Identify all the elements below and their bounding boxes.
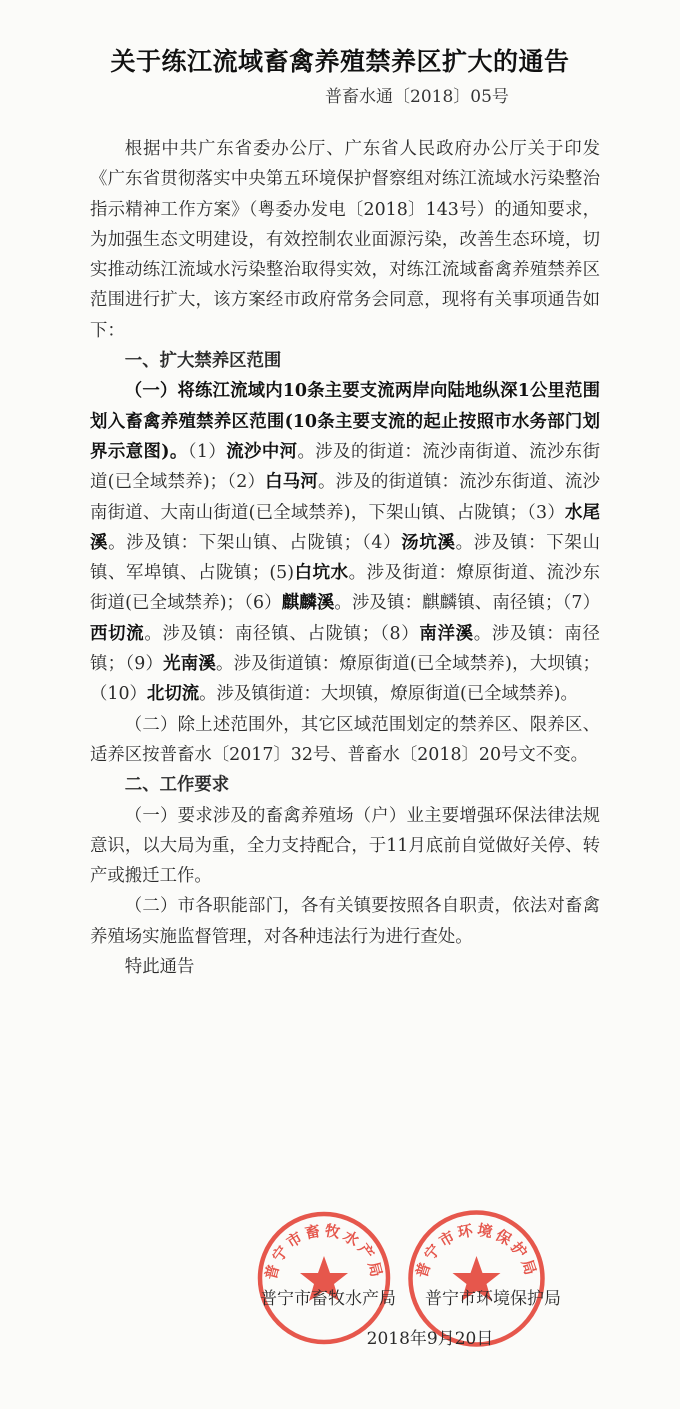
river-name: 白马河 (265, 472, 319, 493)
document-number: 普畜水通〔2018〕05号 (325, 87, 509, 107)
river-towns: 。涉及街道：燎原街道、流沙东街道(已全域禁养)； (90, 563, 600, 614)
river-number: （7） (562, 593, 600, 614)
river-number: （8） (379, 623, 420, 644)
river-towns: 。涉及镇：麒麟镇、南径镇； (334, 593, 563, 614)
closing-text: 特此通告 (124, 957, 195, 978)
river-name: 北切流 (146, 684, 200, 705)
section1-item1 (90, 376, 600, 709)
svg-text:普宁市环境保护局: 普宁市环境保护局 (412, 1220, 541, 1280)
river-towns: 。涉及的街道镇：流沙东街道、流沙南街道、大南山街道(已全域禁养)，下架山镇、占陇镇； (90, 472, 600, 523)
signatory-2: 普宁市环境保护局 (425, 1289, 561, 1309)
river-towns: 。涉及的街道：流沙南街道、流沙东街道(已全域禁养)； (90, 441, 600, 493)
river-towns: 。涉及镇：南径镇； (90, 623, 600, 675)
river-name: 水尾溪 (90, 502, 600, 553)
river-number: （3） (526, 502, 565, 523)
river-towns: 。涉及镇：下架山镇、军埠镇、占陇镇； (90, 532, 600, 584)
river-name: 南洋溪 (419, 623, 474, 644)
river-towns: 。涉及镇：南径镇、占陇镇； (144, 623, 380, 644)
section1-item2: （二）除上述范围外，其它区域范围划定的禁养区、限养区、适养区按普畜水〔2017〕32号、普畜水〔2018〕20号文不变。 (90, 714, 600, 765)
river-number: （6） (243, 593, 282, 614)
river-number: （2） (227, 472, 266, 493)
river-towns: 。涉及镇：下架山镇、占陇镇； (108, 532, 362, 553)
signatory-1: 普宁市畜牧水产局 (260, 1289, 396, 1309)
issue-date: 2018年9月20日 (366, 1329, 494, 1349)
river-number: (5) (269, 563, 295, 584)
section2-item2: （二）市各职能部门，各有关镇要按照各自职责，依法对畜禽养殖场实施监督管理，对各种违法行为进行查处。 (90, 896, 600, 947)
notice-title: 关于练江流域畜禽养殖禁养区扩大的通告 (110, 47, 570, 76)
river-number: （10） (90, 684, 147, 705)
river-number: （9） (125, 654, 164, 675)
section2-heading: 二、工作要求 (124, 775, 230, 796)
river-name: 白坑水 (294, 563, 349, 584)
river-name: 流沙中河 (226, 441, 298, 462)
section2-item1: （一）要求涉及的畜禽养殖场（户）业主要增强环保法律法规意识，以大局为重，全力支持配合，于11月底前自觉做好关停、转产或搬迁工作。 (90, 805, 600, 887)
river-name: 光南溪 (163, 654, 217, 675)
section1-heading: 一、扩大禁养区范围 (124, 351, 282, 372)
river-number: （4） (361, 532, 402, 553)
river-name: 麒麟溪 (281, 593, 335, 614)
intro-paragraph: 根据中共广东省委办公厅、广东省人民政府办公厅关于印发《广东省贯彻落实中央第五环境保护督察组对练江流域水污染整治指示精神工作方案》（粤委办发电〔2018〕143号）的通知要求，为加强生态文明建设，有效控制农业面源污染，改善生态环境，切实推动练江流域水污染整治取得实效，对练江流域畜禽养殖禁养区范围进行扩大，该方案经市政府常务会同意，现将有关事项通告如下： (90, 139, 600, 341)
notice-body (90, 134, 600, 982)
section1-item1-lead: （一）将练江流域内10条主要支流两岸向陆地纵深1公里范围划入畜禽养殖禁养区范围(10条主要支流的起止按照市水务部门划界示意图)。 (90, 381, 600, 462)
river-list (90, 442, 600, 704)
river-name: 汤坑溪 (401, 532, 456, 553)
svg-text:普宁市畜牧水产局: 普宁市畜牧水产局 (261, 1221, 387, 1282)
river-name: 西切流 (90, 623, 145, 644)
river-number: （1） (187, 441, 227, 462)
river-towns: 。涉及街道镇：燎原街道(已全域禁养)，大坝镇； (216, 654, 600, 675)
river-towns: 。涉及镇街道：大坝镇，燎原街道(已全域禁养)。 (199, 684, 578, 705)
